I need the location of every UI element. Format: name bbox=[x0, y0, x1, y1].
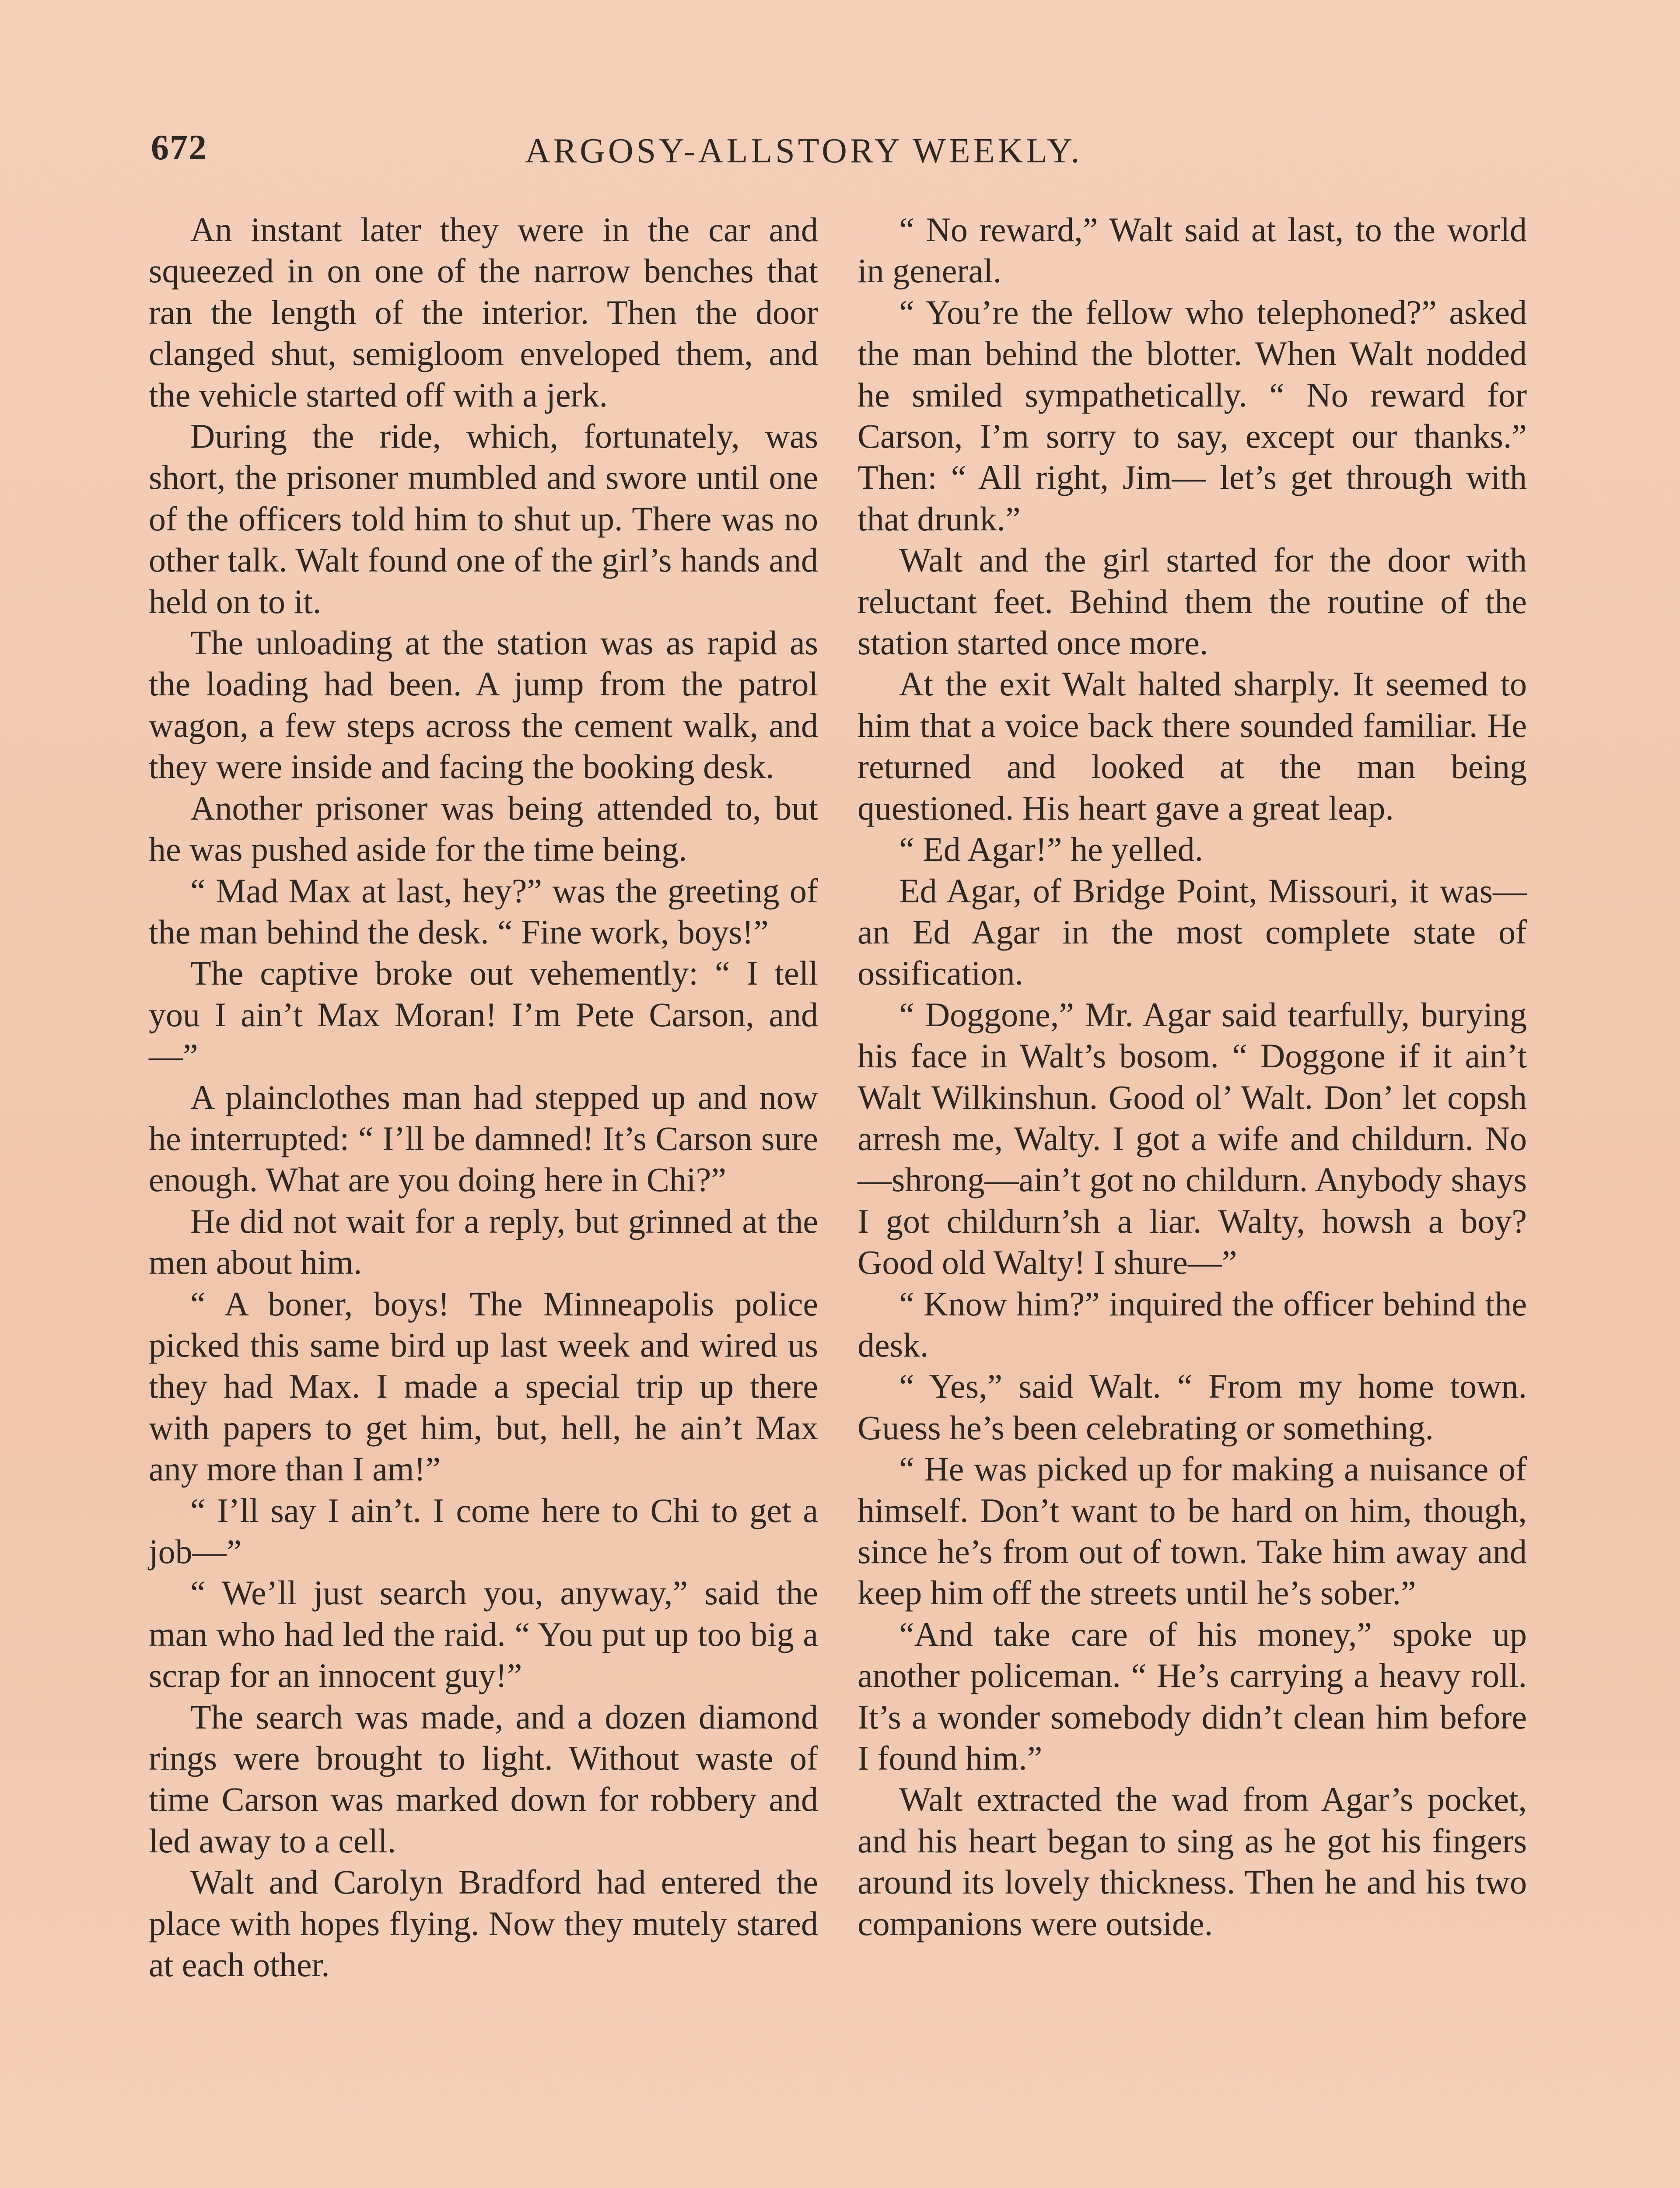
paragraph: A plainclothes man had stepped up and now he interrupted: “ I’ll be damned! It’s Carson sure enough. What are you doing here in Chi?” bbox=[149, 1078, 818, 1199]
paragraph: He did not wait for a reply, but grinned at the men about him. bbox=[149, 1202, 818, 1282]
left-column bbox=[149, 209, 818, 1985]
right-column bbox=[858, 209, 1527, 1944]
paragraph: “ Ed Agar!” he yelled. bbox=[899, 830, 1204, 869]
paragraph: “ I’ll say I ain’t. I come here to Chi to get a job—” bbox=[149, 1491, 818, 1571]
paragraph: “ We’ll just search you, anyway,” said the man who had led the raid. “ You put up too big a scrap for an innocent guy!” bbox=[149, 1574, 818, 1695]
paragraph: Walt and the girl started for the door with reluctant feet. Behind them the routine of the station started once more. bbox=[858, 541, 1527, 662]
paragraph: “ Doggone,” Mr. Agar said tearfully, burying his face in Walt’s bosom. “ Doggone if it ain’t Walt Wilkinshun. Good ol’ Walt. Don’ let copsh arresh me, Walty. I got a wife and childurn. No—shrong—ain’t got no childurn. Anybody shays I got childurn’sh a liar. Walty, howsh a boy? Good old Walty! I shure—” bbox=[858, 995, 1527, 1282]
paragraph: Ed Agar, of Bridge Point, Missouri, it was—an Ed Agar in the most complete state of ossification. bbox=[858, 871, 1527, 992]
paragraph: During the ride, which, fortunately, was short, the prisoner mumbled and swore until one of the officers told him to shut up. There was no other talk. Walt found one of the girl’s hands and held on to it. bbox=[149, 417, 818, 621]
paragraph: “And take care of his money,” spoke up another policeman. “ He’s carrying a heavy roll. It’s a wonder somebody didn’t clean him before I found him.” bbox=[858, 1615, 1527, 1778]
page-number: 672 bbox=[151, 127, 207, 167]
paragraph: “ Know him?” inquired the officer behind the desk. bbox=[858, 1284, 1527, 1364]
paragraph: Walt and Carolyn Bradford had entered the place with hopes flying. Now they mutely stared at each other. bbox=[149, 1863, 818, 1984]
paragraph: “ He was picked up for making a nuisance of himself. Don’t want to be hard on him, though, since he’s from out of town. Take him away and keep him off the streets until he’s sober.” bbox=[858, 1450, 1527, 1612]
paragraph: “ A boner, boys! The Minneapolis police picked this same bird up last week and wired us they had Max. I made a special trip up there with papers to get him, but, hell, he ain’t Max any more than I am!” bbox=[149, 1284, 818, 1488]
paragraph: Walt extracted the wad from Agar’s pocket, and his heart began to sing as he got his fingers around its lovely thickness. Then he and his two companions were outside. bbox=[858, 1780, 1527, 1943]
paragraph: “ Yes,” said Walt. “ From my home town. Guess he’s been celebrating or something. bbox=[858, 1367, 1527, 1447]
paragraph: “ You’re the fellow who telephoned?” asked the man behind the blotter. When Walt nodded he smiled sympathetically. “ No reward for Carson, I’m sorry to say, except our thanks.” Then: “ All right, Jim— let’s get through with that drunk.” bbox=[858, 293, 1527, 538]
paragraph: An instant later they were in the car and squeezed in on one of the narrow benches that ran the length of the interior. Then the door clanged shut, semigloom enveloped them, and the vehicle started off with a jerk. bbox=[149, 210, 818, 414]
paragraph: “ Mad Max at last, hey?” was the greeting of the man behind the desk. “ Fine work, boys!” bbox=[149, 871, 818, 951]
paragraph: The captive broke out vehemently: “ I tell you I ain’t Max Moran! I’m Pete Carson, and—” bbox=[149, 954, 818, 1075]
running-head: ARGOSY-ALLSTORY WEEKLY. bbox=[525, 132, 1083, 170]
paragraph: The search was made, and a dozen diamond rings were brought to light. Without waste of time Carson was marked down for robbery and led away to a cell. bbox=[149, 1697, 818, 1860]
paragraph: The unloading at the station was as rapid as the loading had been. A jump from the patrol wagon, a few steps across the cement walk, and they were inside and facing the booking desk. bbox=[149, 624, 818, 786]
paragraph: Another prisoner was being attended to, but he was pushed aside for the time being. bbox=[149, 789, 818, 869]
paragraph: “ No reward,” Walt said at last, to the world in general. bbox=[858, 210, 1527, 290]
paragraph: At the exit Walt halted sharply. It seemed to him that a voice back there sounded familiar. He returned and looked at the man being questioned. His heart gave a great leap. bbox=[858, 665, 1527, 827]
